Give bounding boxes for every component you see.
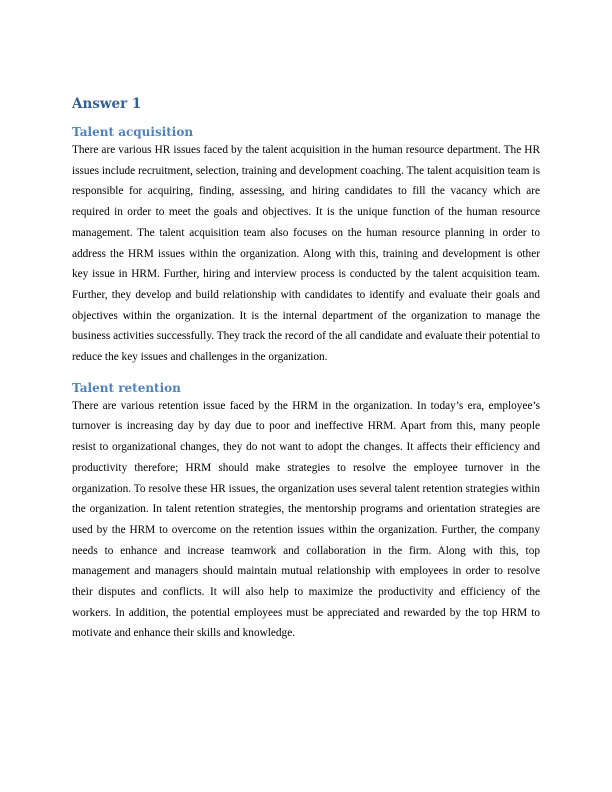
section-heading-talent-retention: Talent retention (72, 380, 181, 395)
document-content (72, 94, 540, 644)
section-body-talent-retention: There are various retention issue faced by the HRM in the organization. In today’s era, employee’s turnover is increasing day by day due to poor and ineffective HRM. Apart from this, many people resist to organizational changes, they do not want to adopt the changes. It affects their efficiency and productivity therefore; HRM should make strategies to resolve the employee turnover in the organization. To resolve these HR issues, the organization uses several talent retention strategies within the organization. In talent retention strategies, the mentorship programs and orientation strategies are used by the HRM to overcome on the retention issues within the organization. Further, the company needs to enhance and increase teamwork and collaboration in the firm. Along with this, top management and managers should maintain mutual relationship with employees in order to resolve their disputes and conflicts. It will also help to maximize the productivity and efficiency of the workers. In addition, the potential employees must be appreciated and rewarded by the top HRM to motivate and enhance their skills and knowledge. (72, 399, 540, 640)
section-heading-talent-acquisition: Talent acquisition (72, 125, 194, 139)
section-body-talent-acquisition: There are various HR issues faced by the talent acquisition in the human resource department. The HR issues include recruitment, selection, training and development coaching. The talent acquisition team is responsible for acquiring, finding, assessing, and hiring candidates to fill the vacancy which are required in order to meet the goals and objectives. It is the unique function of the human resource management. The talent acquisition team also focuses on the human resource planning in order to address the HRM issues within the organization. Along with this, training and development is other key issue in HRM. Further, hiring and interview process is conducted by the talent acquisition team. Further, they develop and build relationship with candidates to identify and evaluate their goals and objectives within the organization. It is the internal department of the organization to manage the business activities successfully. They track the record of the all candidate and evaluate their potential to reduce the key issues and challenges in the organization. (72, 144, 540, 364)
document-title: Answer 1 (72, 96, 142, 112)
